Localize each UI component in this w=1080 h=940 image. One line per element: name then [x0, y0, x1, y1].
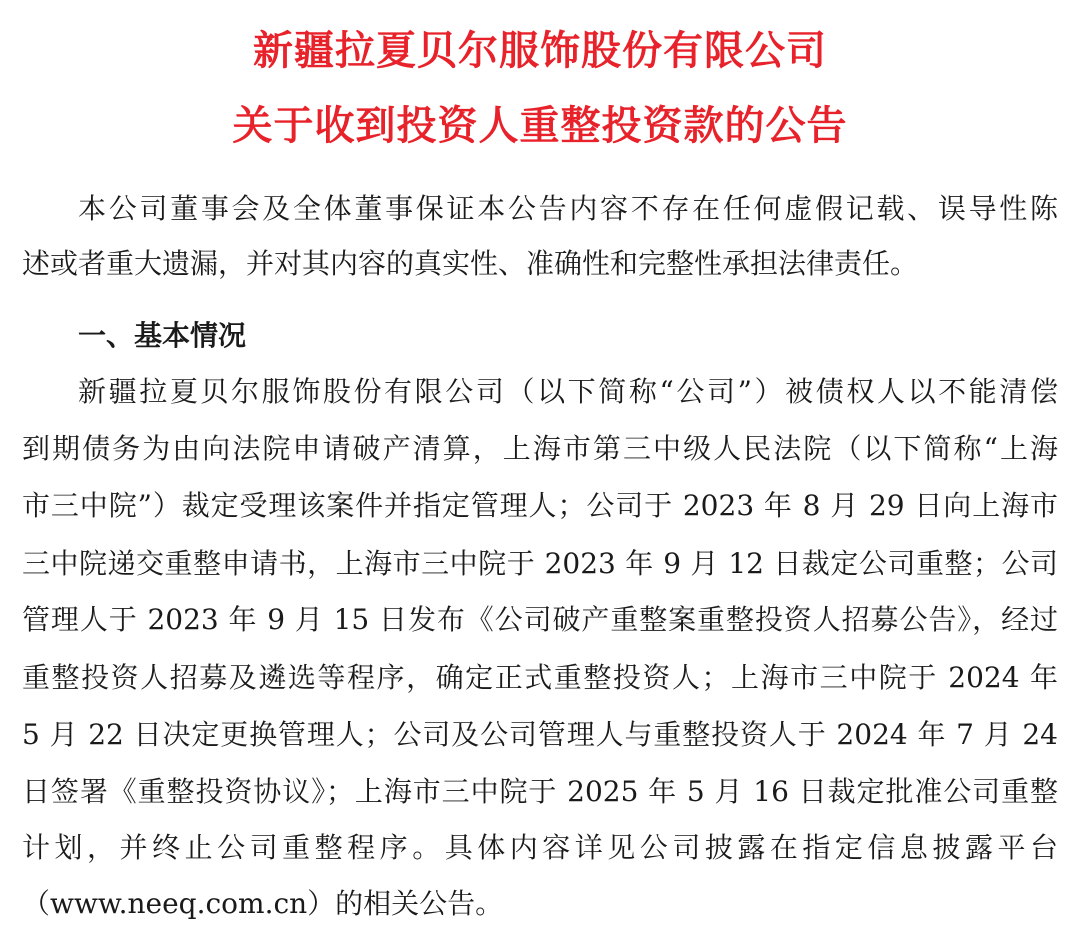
- body-line: 新疆拉夏贝尔服饰股份有限公司（以下简称“公司”）被债权人以不能清偿: [78, 375, 1058, 408]
- body-line: 5 月 22 日决定更换管理人；公司及公司管理人与重整投资人于 2024 年 7 月 24: [22, 718, 1058, 751]
- company-name-title: 新疆拉夏贝尔服饰股份有限公司: [253, 27, 827, 74]
- body-line: 市三中院”）裁定受理该案件并指定管理人；公司于 2023 年 8 月 29 日向上海市: [22, 489, 1058, 522]
- disclaimer-line: 本公司董事会及全体董事保证本公告内容不存在任何虚假记载、误导性陈: [78, 192, 1058, 225]
- body-line: 重整投资人招募及遴选等程序，确定正式重整投资人；上海市三中院于 2024 年: [22, 661, 1058, 694]
- body-line: 日签署《重整投资协议》；上海市三中院于 2025 年 5 月 16 日裁定批准公司重整: [22, 775, 1058, 808]
- disclaimer-line: 述或者重大遗漏，并对其内容的真实性、准确性和完整性承担法律责任。: [22, 247, 919, 280]
- body-line: 管理人于 2023 年 9 月 15 日发布《公司破产重整案重整投资人招募公告》，经过: [22, 603, 1058, 636]
- body-line: 三中院递交重整申请书，上海市三中院于 2023 年 9 月 12 日裁定公司重整；公司: [22, 547, 1058, 580]
- body-line: 到期债务为由向法院申请破产清算，上海市第三中级人民法院（以下简称“上海: [22, 432, 1058, 465]
- body-line: 计划，并终止公司重整程序。具体内容详见公司披露在指定信息披露平台: [22, 831, 1058, 864]
- body-line: （www.neeq.com.cn）的相关公告。: [22, 887, 504, 920]
- section-heading: 一、基本情况: [78, 319, 247, 352]
- announcement-title: 关于收到投资人重整投资款的公告: [232, 102, 848, 149]
